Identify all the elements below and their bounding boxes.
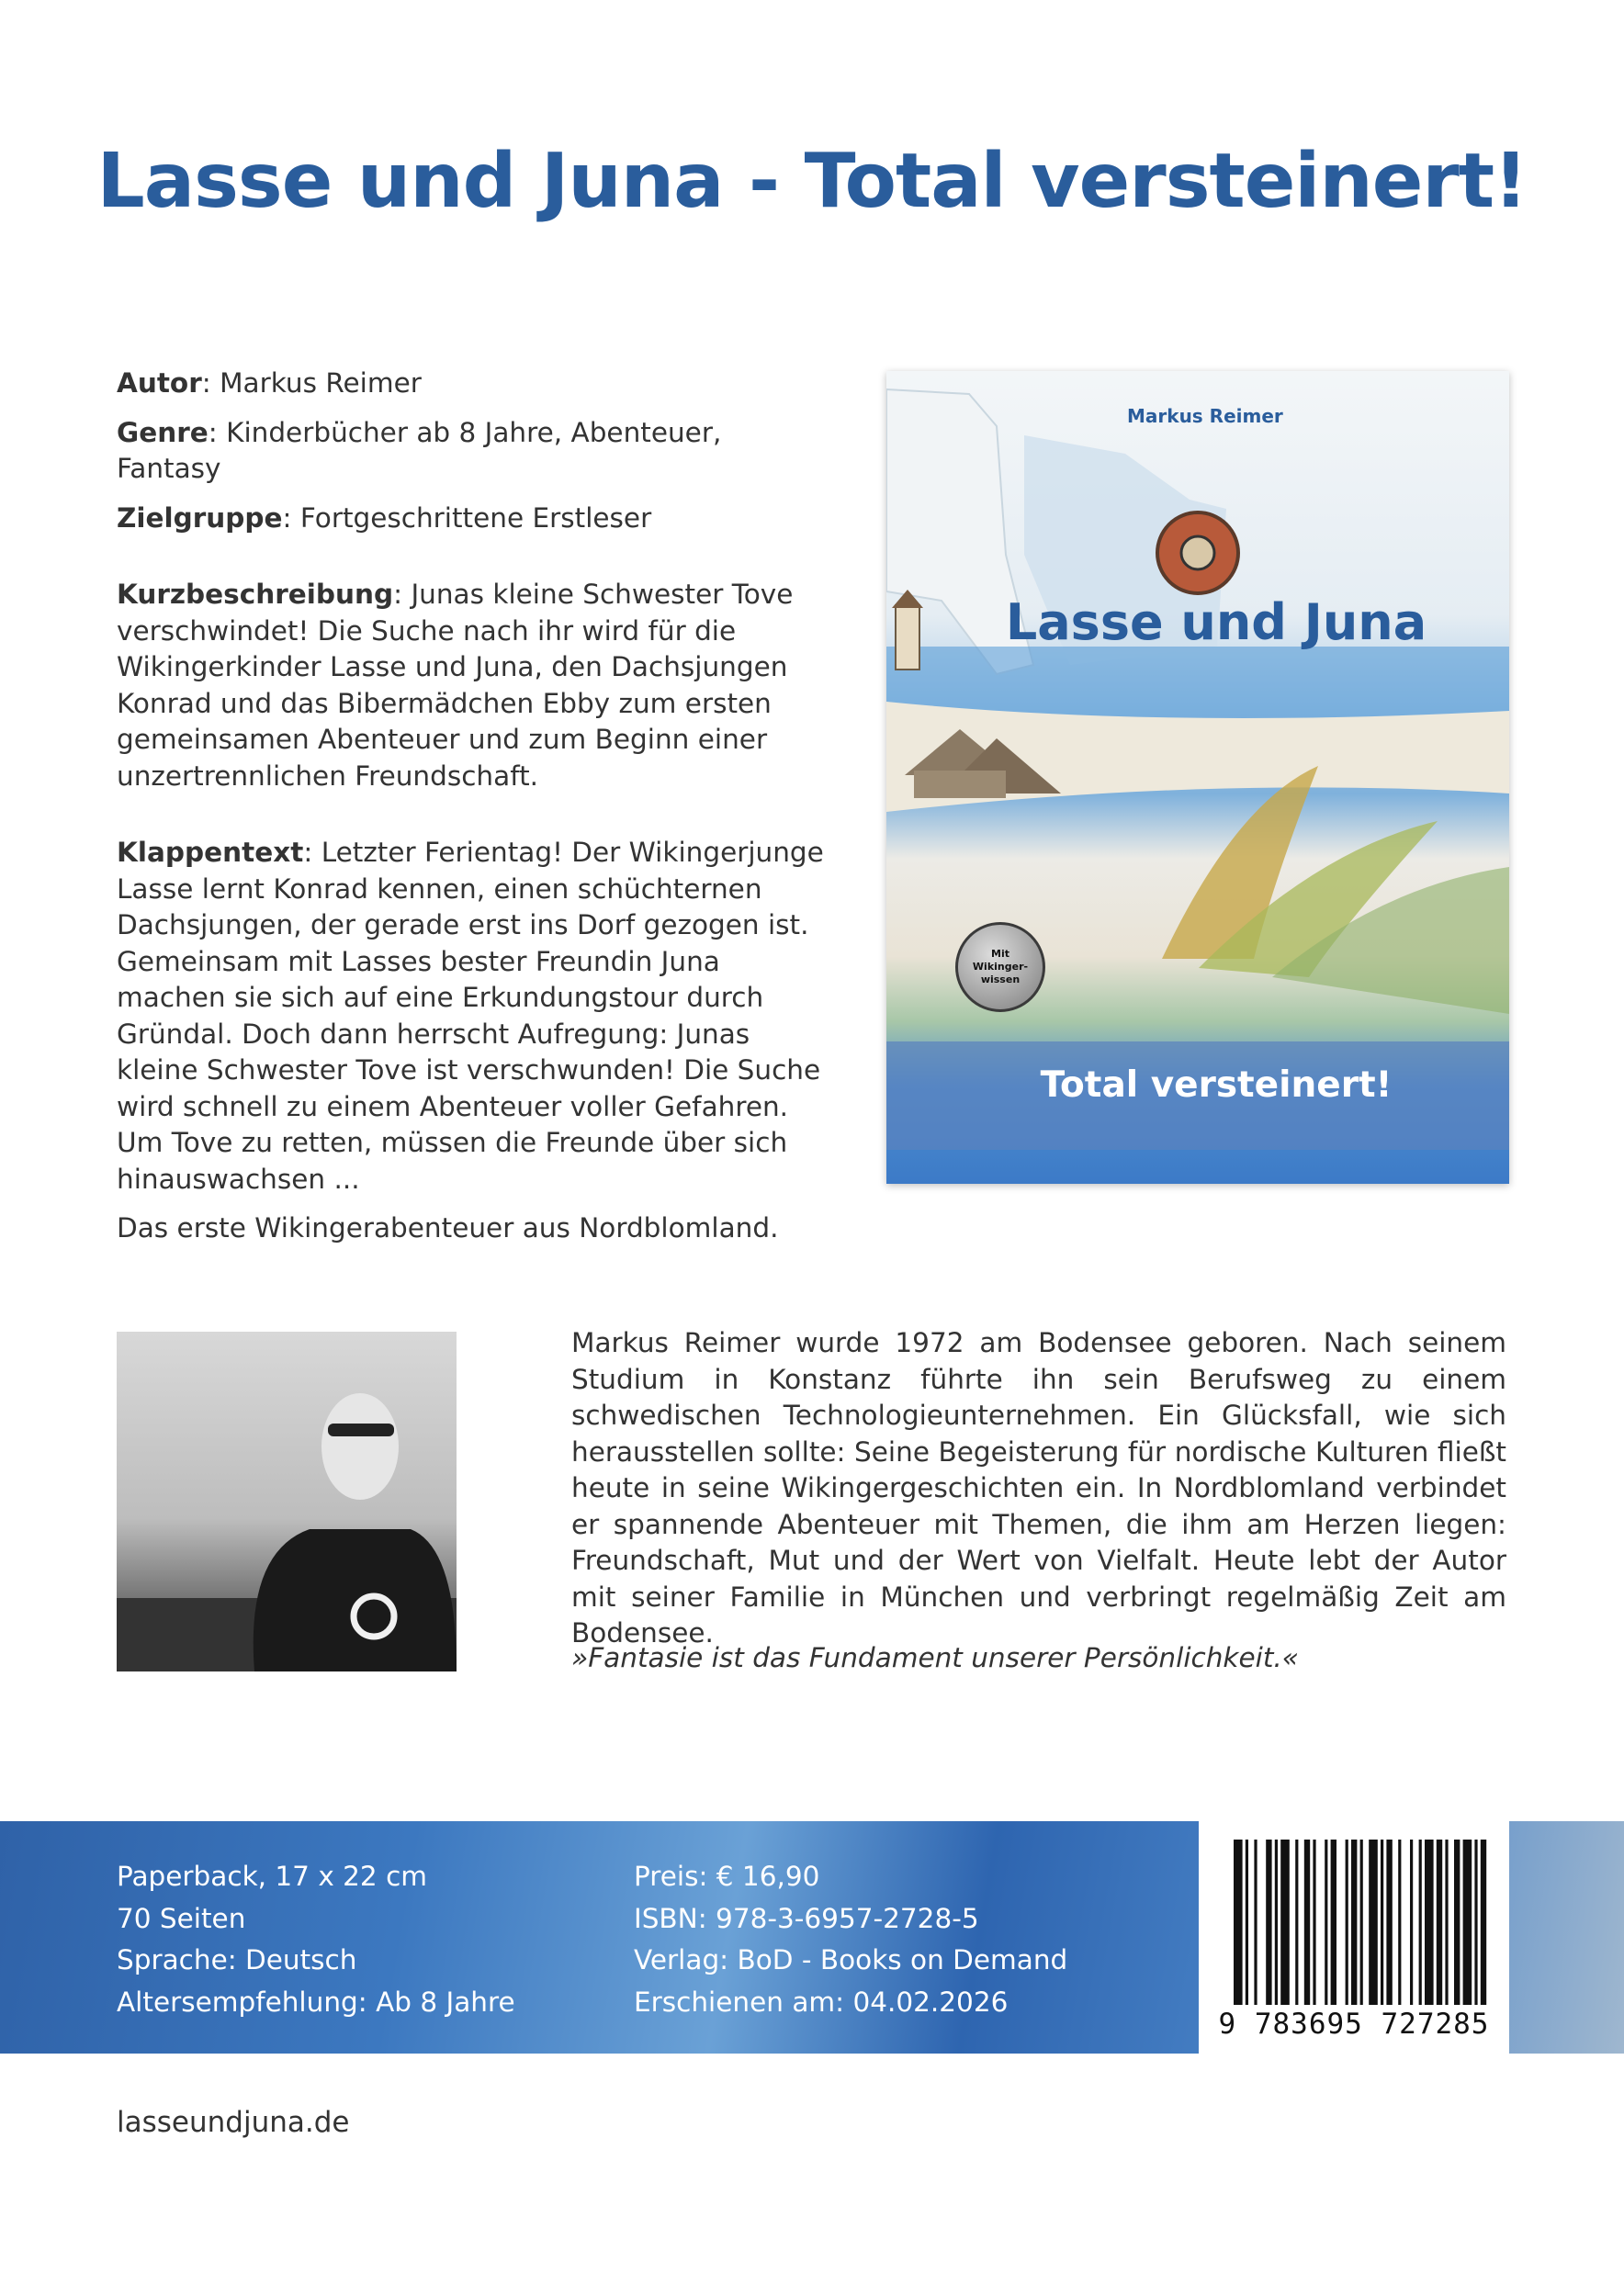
- barcode-bar: [1254, 1840, 1257, 2005]
- barcode-bar: [1234, 1840, 1243, 2005]
- isbn-line: ISBN: 978-3-6957-2728-5: [634, 1902, 979, 1934]
- genre-line: [117, 415, 824, 488]
- blurb-label: Klappentext: [117, 837, 304, 868]
- book-cover: [886, 371, 1509, 1184]
- summary-label: Kurzbeschreibung: [117, 579, 394, 610]
- genre-value: : Kinderbücher ab 8 Jahre, Abenteuer, Fantasy: [117, 416, 722, 484]
- target-line: [117, 501, 824, 537]
- badge-line-1: Mit: [991, 948, 1009, 960]
- blurb-value: : Letzter Ferientag! Der Wikingerjunge Lasse lernt Konrad kennen, einen schüchternen Dachsjungen, der gerade erst ins Dorf gezogen ist. Gemeinsam mit Lasses bester Freundin Juna machen sie sich auf eine Erkundungstour durch Gründal. Doch dann herrscht Aufregung: Junas kleine Schwester Tove ist verschwunden! Die Suche wird schnell zu einem Abenteuer voller Gefahren. Um Tove zu retten, müssen die Freunde über sich hinauswachsen ...: [117, 837, 824, 1195]
- pages-line: 70 Seiten: [117, 1902, 246, 1934]
- barcode-bar: [1360, 1840, 1363, 2005]
- format-line: Paperback, 17 x 22 cm: [117, 1861, 428, 1892]
- barcode-bar: [1331, 1840, 1336, 2005]
- genre-label: Genre: [117, 416, 209, 448]
- cover-author: Markus Reimer: [1127, 405, 1283, 427]
- barcode-bar: [1474, 1840, 1477, 2005]
- barcode-bar: [1304, 1840, 1310, 2005]
- author-label: Autor: [117, 367, 202, 399]
- barcode-bar: [1369, 1840, 1378, 2005]
- details-right-column: [634, 1856, 1067, 2023]
- website-link[interactable]: lasseundjuna.de: [117, 2106, 350, 2139]
- target-label: Zielgruppe: [117, 501, 283, 534]
- book-info: [117, 366, 824, 1260]
- page-title: Lasse und Juna - Total versteinert!: [96, 138, 1528, 225]
- badge-line-3: wissen: [980, 974, 1021, 985]
- barcode-bar: [1346, 1840, 1348, 2005]
- barcode-bar: [1398, 1840, 1401, 2005]
- author-value: : Markus Reimer: [201, 367, 422, 399]
- cover-subtitle: Total versteinert!: [1040, 1064, 1393, 1106]
- barcode-bar: [1419, 1840, 1422, 2005]
- price-line: Preis: € 16,90: [634, 1861, 820, 1892]
- author-portrait-drawing: [117, 1332, 457, 1671]
- badge-line-2: Wikinger-: [972, 961, 1029, 973]
- barcode-bar: [1313, 1840, 1315, 2005]
- barcode-bar: [1425, 1840, 1434, 2005]
- barcode-bar: [1437, 1840, 1442, 2005]
- barcode-bar: [1445, 1840, 1448, 2005]
- knowledge-badge: [955, 922, 1045, 1012]
- author-bio: Markus Reimer wurde 1972 am Bodensee geboren. Nach seinem Studium in Konstanz führte ihn sein Berufsweg zu einem schwedischen Technologieunternehmen. Ein Glücksfall, wie sich herausstellen sollte: Seine Begeisterung für nordische Kulturen fließt heute in seine Wikingergeschichten ein. In Nordblomland verbindet er spannende Abenteuer mit Themen, die ihm am Herzen liegen: Freundschaft, Mut und der Wert von Vielfalt. Heute lebt der Autor mit seiner Familie in München und verbringt regelmäßig Zeit am Bodensee.: [571, 1327, 1506, 1649]
- barcode-bar: [1381, 1840, 1383, 2005]
- barcode-bar: [1410, 1840, 1413, 2005]
- barcode-bar: [1454, 1840, 1460, 2005]
- barcode-bar: [1351, 1840, 1357, 2005]
- cover-title: Lasse und Juna: [1005, 593, 1427, 651]
- book-details-footer: [0, 1821, 1624, 2054]
- target-value: : Fortgeschrittene Erstleser: [282, 501, 652, 534]
- barcode-bar: [1280, 1840, 1290, 2005]
- barcode-digits: 9 783695 727285: [1218, 2008, 1490, 2041]
- author-line: [117, 366, 824, 402]
- barcode-bar: [1295, 1840, 1298, 2005]
- age-line: Altersempfehlung: Ab 8 Jahre: [117, 1986, 515, 2018]
- barcode: [1199, 1821, 1509, 2054]
- release-line: Erschienen am: 04.02.2026: [634, 1986, 1009, 2018]
- barcode-bar: [1246, 1840, 1248, 2005]
- language-line: Sprache: Deutsch: [117, 1944, 357, 1975]
- author-photo: [117, 1332, 457, 1671]
- barcode-bar: [1275, 1840, 1278, 2005]
- closing-line: Das erste Wikingerabenteuer aus Nordblomland.: [117, 1212, 779, 1244]
- barcode-bar: [1386, 1840, 1392, 2005]
- barcode-bar: [1325, 1840, 1327, 2005]
- summary-paragraph: [117, 577, 824, 794]
- blurb-paragraph: [117, 835, 824, 1198]
- barcode-bar: [1481, 1840, 1486, 2005]
- barcode-bar: [1463, 1840, 1472, 2005]
- details-left-column: [117, 1856, 515, 2023]
- summary-value: : Junas kleine Schwester Tove verschwindet! Die Suche nach ihr wird für die Wikingerkinder Lasse und Juna, den Dachsjungen Konrad und das Bibermädchen Ebby zum ersten gemeinsamen Abenteuer und zum Beginn einer unzertrennlichen Freundschaft.: [117, 579, 794, 792]
- publisher-line: Verlag: BoD - Books on Demand: [634, 1944, 1068, 1975]
- barcode-bar: [1266, 1840, 1271, 2005]
- author-quote: »Fantasie ist das Fundament unserer Persönlichkeit.«: [571, 1642, 1300, 1673]
